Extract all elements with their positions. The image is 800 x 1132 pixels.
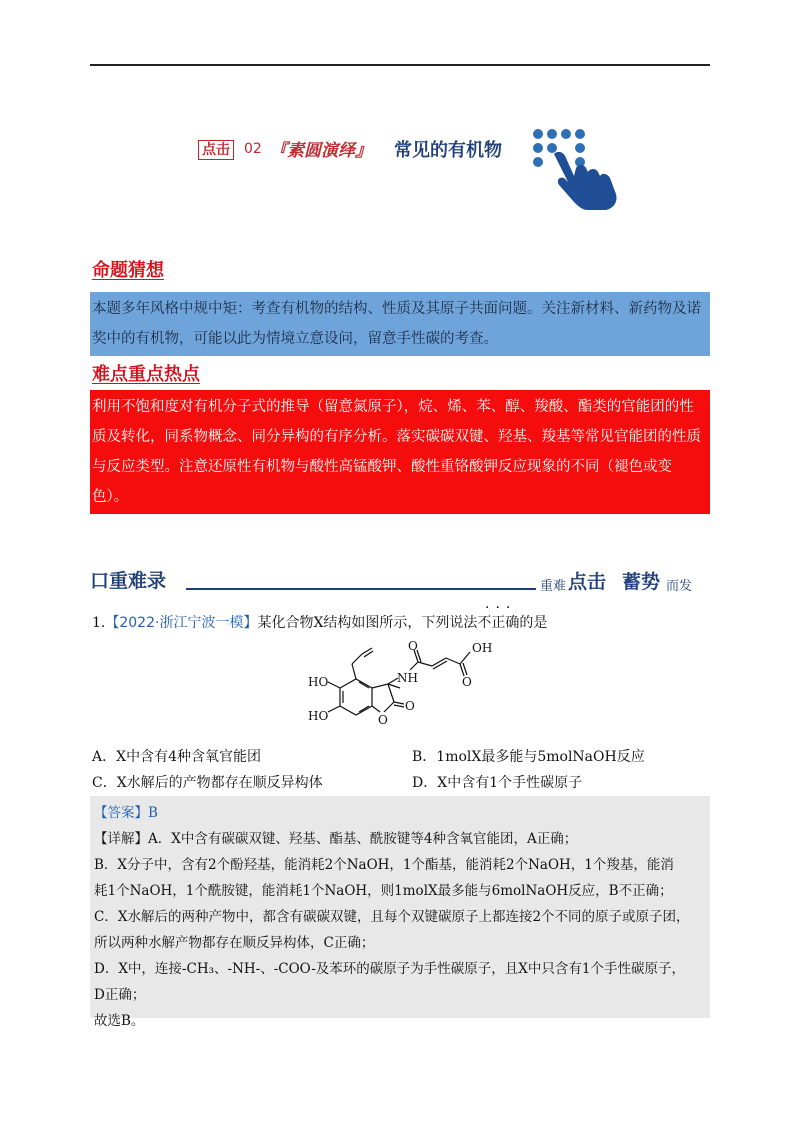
subheading-r3: 蓄势 bbox=[622, 571, 661, 593]
answer-line: B．X分子中，含有2个酚羟基，能消耗2个NaOH，1个酯基，能消耗2个NaOH，1个羧基，能消 bbox=[94, 857, 674, 873]
hand-touch-icon bbox=[530, 124, 622, 212]
option-b: B．1molX最多能与5molNaOH反应 bbox=[412, 749, 645, 765]
option-a: A．X中含有4种含氧官能团 bbox=[92, 749, 261, 765]
subheading-left: 口重难录 bbox=[90, 570, 167, 592]
chemical-structure bbox=[300, 640, 530, 740]
answer-line: D．X中，连接-CH₃、-NH-、-COO-及苯环的碳原子为手性碳原子，且X中只含有1个手性碳原子， bbox=[94, 961, 685, 977]
label-o4: O bbox=[405, 699, 415, 713]
question-number: 1. bbox=[92, 615, 106, 631]
question-stem bbox=[92, 600, 548, 632]
banner-number: 02 bbox=[244, 141, 262, 157]
label-oh-top: OH bbox=[472, 641, 493, 655]
label-o3: O bbox=[378, 713, 388, 727]
emphasis-dots: ··· bbox=[485, 600, 517, 616]
answer-line: 所以两种水解产物都存在顺反异构体，C正确； bbox=[94, 935, 375, 951]
label-ho2: HO bbox=[308, 709, 329, 723]
subheading-bar bbox=[90, 566, 710, 594]
answer-line: 【详解】A．X中含有碳碳双键、羟基、酯基、酰胺键等4种含氧官能团，A正确； bbox=[94, 831, 578, 847]
option-d: D．X中含有1个手性碳原子 bbox=[412, 775, 583, 791]
subheading-line bbox=[186, 588, 536, 590]
prediction-text: 本题多年风格中规中矩：考查有机物的结构、性质及其原子共面问题。关注新材料、新药物及诺奖中的有机物，可能以此为情境立意设问，留意手性碳的考查。 bbox=[90, 292, 710, 356]
banner-tag-title: 『素圆演绎』 bbox=[270, 141, 372, 161]
answer-box bbox=[90, 796, 710, 1029]
question-text: 某化合物X结构如图所示，下列说法不正确的是 bbox=[257, 615, 548, 631]
section-heading-key-points: 难点重点热点 bbox=[92, 364, 200, 385]
answer-line: 耗1个NaOH，1个酰胺键，能消耗1个NaOH，则1molX最多能与6molNaOH反应，B不正确； bbox=[94, 883, 673, 899]
subheading-r1: 重难 bbox=[540, 579, 567, 594]
answer-line: D正确； bbox=[94, 987, 146, 1003]
answer-line: C．X水解后的两种产物中，都含有碳碳双键，且每个双键碳原子上都连接2个不同的原子或原子团， bbox=[94, 909, 690, 925]
question-source: 【2022·浙江宁波一模】 bbox=[105, 615, 258, 631]
subheading-r4: 而发 bbox=[666, 579, 693, 594]
label-o1: O bbox=[408, 640, 418, 653]
label-o2: O bbox=[462, 675, 472, 689]
key-points-text: 利用不饱和度对有机分子式的推导（留意氮原子），烷、烯、苯、醇、羧酸、酯类的官能团的性质及转化，同系物概念、同分异构的有序分析。落实碳碳双键、羟基、羧基等常见官能团的性质与反应类型。注意还原性有机物与酸性高锰酸钾、酸性重铬酸钾反应现象的不同（褪色或变色）。 bbox=[90, 390, 710, 514]
answer-line: 故选B。 bbox=[94, 1013, 145, 1029]
subheading-r2: 点击 bbox=[568, 571, 607, 593]
section-banner bbox=[198, 124, 628, 214]
label-nh: NH bbox=[397, 671, 418, 685]
label-ho1: HO bbox=[308, 675, 329, 689]
banner-tag: 点击 bbox=[198, 140, 234, 160]
top-rule bbox=[90, 64, 710, 66]
banner-main-title: 常见的有机物 bbox=[394, 140, 502, 161]
answer-label: 【答案】B bbox=[94, 805, 158, 821]
section-heading-prediction: 命题猜想 bbox=[92, 260, 164, 281]
option-c: C．X水解后的产物都存在顺反异构体 bbox=[92, 775, 323, 791]
